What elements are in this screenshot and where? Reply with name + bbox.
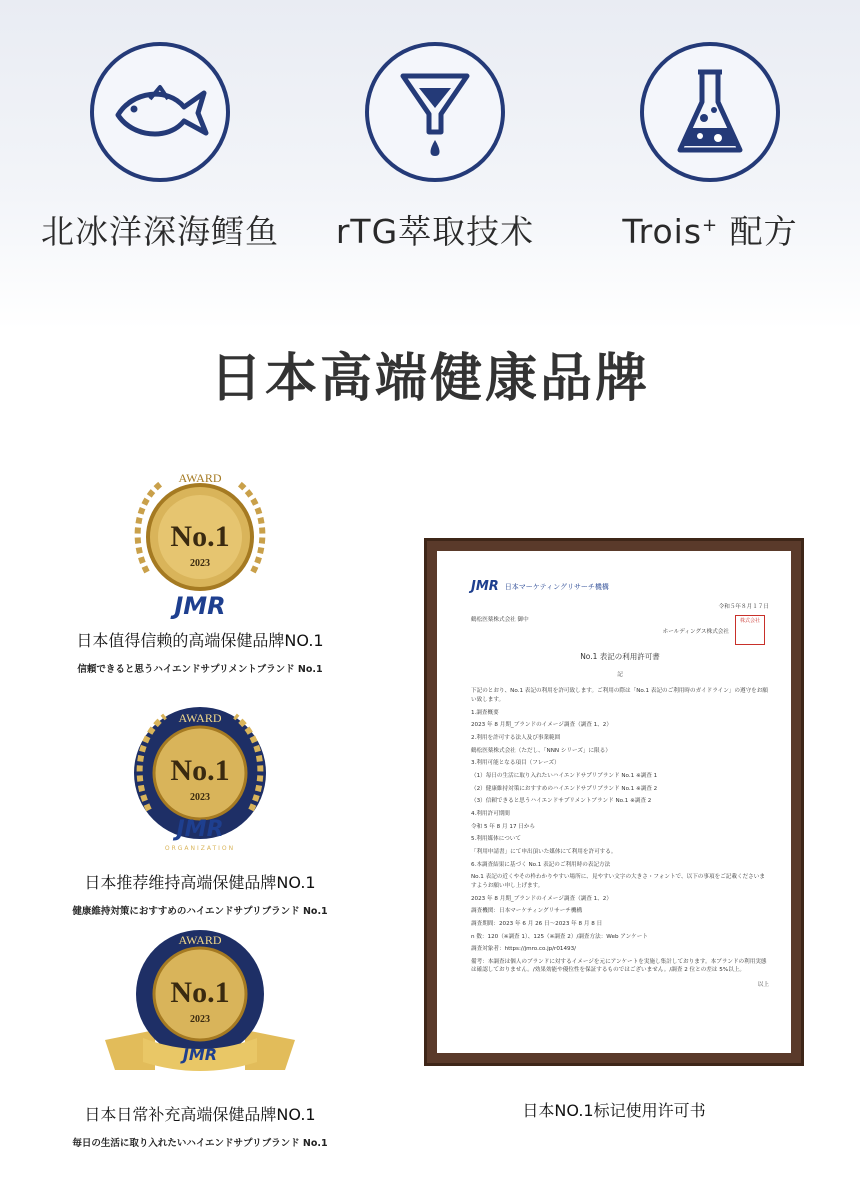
certificate-line: （2）健康維持対策におすすめのハイエンドサプリブランド No.1 ※調査 2 — [471, 785, 658, 792]
certificate-line: 2023 年 8 月期_ブランドのイメージ調査（調査 1、2） — [471, 722, 612, 729]
feature-cod — [30, 42, 290, 253]
certificate-end: 以上 — [757, 982, 769, 989]
certificate-title: No.1 表記の利用許可書 — [580, 652, 660, 662]
gold-medal-icon — [125, 698, 275, 858]
certificate-line: No.1 表記の近くやその枠わかりやすい場所に、見やすい文字の大きさ・フォントで、以下の事項をご記載くださいますようお願い申し上げます。 — [471, 874, 765, 889]
flask-icon — [670, 62, 750, 162]
medal-rank-text: No.1 — [170, 520, 230, 553]
certificate-frame — [424, 538, 804, 1066]
medal-award-text: AWARD — [178, 471, 222, 485]
medal-award-text: AWARD — [178, 933, 222, 947]
feature-rtg — [305, 42, 565, 253]
medal-org-text: ORGANIZATION — [164, 845, 236, 852]
medal-year-text: 2023 — [190, 1014, 210, 1025]
headline: 日本高端健康品牌 — [209, 349, 650, 409]
flask-icon-circle — [640, 42, 780, 182]
certificate-line: 下記のとおり、No.1 表記の利用を許可致します。ご利用の際は「No.1 表記のご利用時のガイドライン」の遵守をお願い致します。 — [471, 688, 768, 704]
certificate-line: 調査機関：日本マーケティングリサーチ機構 — [471, 908, 583, 915]
certificate-line: 4.利用許可期間 — [471, 810, 510, 817]
certificate-line: 3.利用可能となる項目（フレーズ） — [471, 760, 560, 767]
certificate-line: 調査期間：2023 年 6 月 26 日～2023 年 8 月 8 日 — [471, 920, 603, 927]
red-seal-stamp: 株式会社 — [735, 615, 765, 645]
gold-medal-icon — [125, 462, 275, 622]
award-title: 日本值得信赖的高端保健品牌NO.1 — [76, 631, 324, 650]
award-daily — [30, 920, 370, 1149]
award-recommended — [30, 698, 370, 917]
feature-label: rTG萃取技术 — [335, 212, 535, 251]
certificate-line: 1.調査概要 — [471, 709, 499, 716]
award-subtitle: 信頼できると思うハイエンドサプリメントブランド No.1 — [77, 664, 323, 675]
award-subtitle: 毎日の生活に取り入れたいハイエンドサプリブランド No.1 — [72, 1138, 328, 1149]
medal-award-text: AWARD — [178, 711, 222, 725]
medal-year-text: 2023 — [190, 792, 210, 803]
certificate-line: （3）信頼できると思うハイエンドサプリメントブランド No.1 ※調査 2 — [471, 798, 652, 805]
gold-medal-icon — [95, 920, 305, 1080]
certificate-line: 2.利用を許可する法人及び事業範囲 — [471, 735, 561, 742]
award-title: 日本推荐维持高端保健品牌NO.1 — [84, 873, 316, 892]
certificate-line: 6.本調査結果に基づく No.1 表記のご利用時の表記方法 — [471, 861, 611, 868]
certificate-ki: 記 — [617, 671, 623, 678]
certificate-date: 令和５年８月１７日 — [718, 604, 769, 611]
certificate-line: 2023 年 8 月期_ブランドのイメージ調査（調査 1、2） — [471, 895, 612, 902]
medal-brand-text: JMR — [176, 817, 224, 842]
feature-label: 北冰洋深海鳕鱼 — [41, 212, 279, 251]
jmr-logo: JMR — [471, 579, 499, 594]
certificate-line: 5.利用媒体について — [471, 836, 521, 843]
medal-brand-text: JMR — [174, 592, 226, 620]
award-title: 日本日常补充高端保健品牌NO.1 — [84, 1105, 316, 1124]
award-trusted — [30, 462, 370, 675]
certificate-line: 調査対象者：https://jmro.co.jp/r01493/ — [471, 946, 577, 953]
certificate-document — [437, 551, 791, 1053]
funnel-icon-circle — [365, 42, 505, 182]
medal-brand-text: JMR — [182, 1045, 218, 1064]
feature-label: Trois+ 配方 — [622, 212, 798, 251]
certificate-caption: 日本NO.1标记使用许可书 — [522, 1101, 706, 1120]
certificate-line: 鶴松医薬株式会社（ただし、「NNN シリーズ」に限る） — [471, 747, 611, 754]
medal-rank-text: No.1 — [170, 754, 230, 787]
certificate-org: 日本マーケティングリサーチ機構 — [504, 582, 609, 591]
certificate-line: 「利用申請書」にて申出頂いた媒体にて利用を許可する。 — [471, 848, 617, 855]
medal-rank-text: No.1 — [170, 976, 230, 1009]
certificate-issuer: ホールディングス株式会社 — [662, 629, 729, 636]
feature-trois — [580, 42, 840, 253]
certificate-line: 令和 5 年 8 月 17 日から — [471, 823, 536, 830]
certificate-line: 備考：本調査は個人のブランドに対するイメージを元にアンケートを実施し集計しております。本ブランドの利用実態は確認しておりません。/効果効能や優位性を保証するものではございません。/調査 2 位との差は 5%以上。 — [471, 958, 767, 974]
certificate-addressee: 鶴松医薬株式会社 御中 — [471, 616, 529, 623]
fish-icon-circle — [90, 42, 230, 182]
fish-icon — [110, 77, 210, 147]
award-subtitle: 健康維持対策におすすめのハイエンドサプリブランド No.1 — [72, 906, 328, 917]
certificate-line: n 数：120（※調査 1）、125（※調査 2）/調査方法：Web アンケート — [471, 933, 648, 940]
certificate-header — [471, 577, 769, 597]
medal-year-text: 2023 — [190, 558, 210, 569]
funnel-icon — [395, 62, 475, 162]
certificate-body — [471, 687, 769, 975]
certificate-line: （1）毎日の生活に取り入れたいハイエンドサプリブランド No.1 ※調査 1 — [471, 772, 658, 779]
